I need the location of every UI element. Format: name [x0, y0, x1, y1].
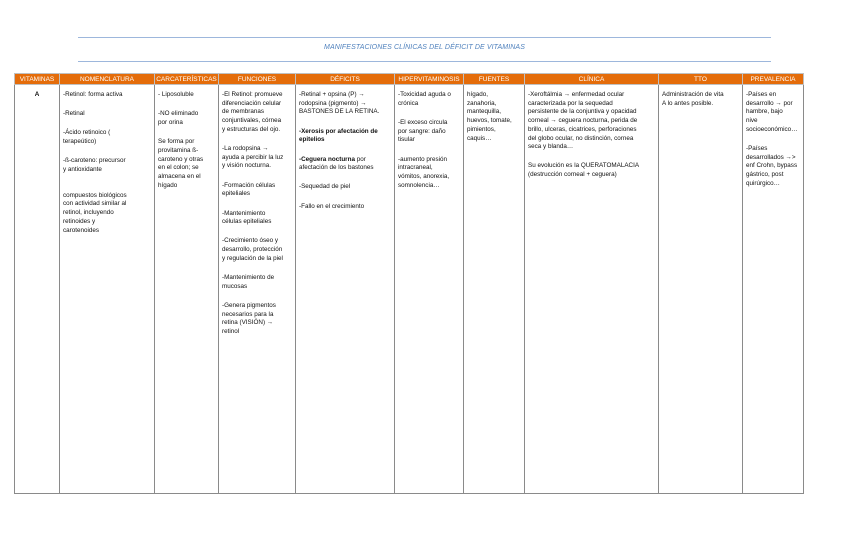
- cell-funciones: [219, 85, 296, 494]
- tto-text: Administración de vita A lo antes posible.: [662, 91, 724, 107]
- table-row: [15, 85, 804, 494]
- deficits-item: [299, 156, 391, 173]
- cell-fuentes: [464, 85, 525, 494]
- funciones-item: -Mantenimiento de mucosas: [222, 274, 275, 290]
- header-nomenclatura: NOMENCLATURA: [60, 74, 155, 85]
- funciones-item: -Mantenimiento células epiteliales: [222, 209, 272, 226]
- header-vitaminas: VITAMINAS: [15, 74, 60, 85]
- deficits-item: -Sequedad de piel: [299, 183, 351, 191]
- hipervitaminosis-item: -El exceso circula por sangre: daño tisular: [398, 118, 448, 144]
- header-clinica: CLÍNICA: [525, 74, 659, 85]
- cell-hipervitaminosis: [395, 85, 464, 494]
- cell-tto: [659, 85, 743, 494]
- funciones-item: -El Retinol: promueve diferenciación celular de membranas conjuntivales, córnea y estructuras del ojo.: [222, 91, 283, 133]
- prevalencia-item: -Países en desarrollo → por hambre, bajo nive socioeconómico…: [746, 91, 798, 133]
- header-caracteristicas: CARCATERÍSTICAS: [156, 75, 217, 83]
- funciones-item: -Genera pigmentos necesarios para la retina (VISIÓN) → retinol: [222, 301, 276, 336]
- deficits-item: -Retinal + opsina (P) → rodopsina (pigmento) → BASTONES DE LA RETINA.: [299, 91, 380, 116]
- header-fuentes: FUENTES: [464, 74, 525, 85]
- header-deficits: DÉFICITS: [296, 74, 395, 85]
- caracteristicas-item: Se forma por provitamina ß- caroteno y otras en el colon; se almacena en el hígado: [158, 138, 204, 189]
- cell-deficits: [296, 85, 395, 494]
- deficits-item: -Fallo en el crecimiento: [299, 202, 365, 210]
- title-rule-top: [78, 37, 771, 38]
- cell-clinica: [525, 85, 659, 494]
- funciones-item: -Crecimiento óseo y desarrollo, protección y regulación de la piel: [222, 237, 283, 262]
- nomenclatura-item: compuestos biológicos con actividad similar al retinol, incluyendo retinoides y carotenoides: [63, 191, 127, 234]
- fuentes-text: hígado, zanahoria, mantequilla, huevos, tomate, pimientos, caquis…: [467, 91, 512, 142]
- hipervitaminosis-item: -aumento presión intracraneal, vómitos, anorexia, somnolencia…: [398, 155, 450, 189]
- deficits-bold-term: -Ceguera nocturna: [299, 155, 355, 163]
- cell-prevalencia: [743, 85, 804, 494]
- deficits-item-bold: -Xerosis por afectación de epitelios: [299, 127, 378, 144]
- funciones-item: -La rodopsina → ayuda a percibir la luz y visión nocturna.: [222, 145, 284, 170]
- funciones-item: -Formación células epiteliales: [222, 181, 276, 198]
- header-funciones: FUNCIONES: [219, 74, 296, 85]
- deficits-rest: por afectación de los bastones: [299, 155, 374, 172]
- vitamin-table: [14, 73, 804, 494]
- clinica-item: -Xeroftálmia → enfermedad ocular caracterizada por la sequedad persistente de la conjuntiva y opacidad corneal → ceguera nocturna, perida de brillo, ulceras, cicatrices, perforaciones del globo ocular, no distinción, cornea seca y blanda…: [528, 91, 638, 151]
- cell-caracteristicas: [155, 85, 219, 494]
- title-rule-bottom: [78, 61, 771, 62]
- header-tto: TTO: [659, 74, 743, 85]
- nomenclatura-item: -ß-caroteno: precursor y antioxidante: [63, 157, 126, 174]
- table-header-row: [15, 74, 804, 85]
- cell-nomenclatura: [60, 85, 155, 494]
- clinica-item: Su evolución es la QUERATOMALACIA (destrucción corneal + ceguera): [528, 162, 640, 179]
- page-title: MANIFESTACIONES CLÍNICAS DEL DÉFICIT DE VITAMINAS: [324, 44, 525, 51]
- prevalencia-item: -Países desarrollados →> enf Crohn, bypass gástrico, post quirúrgico…: [746, 145, 798, 187]
- hipervitaminosis-item: -Toxicidad aguda o crónica: [398, 91, 451, 107]
- caracteristicas-item: - Liposoluble: [158, 91, 194, 98]
- nomenclatura-item: -Ácido retinoico ( terapeútico): [63, 129, 111, 146]
- caracteristicas-item: -NO eliminado por orina: [158, 110, 199, 126]
- cell-vitamina: A: [15, 85, 60, 494]
- nomenclatura-item: -Retinol: forma activa: [63, 91, 123, 98]
- nomenclatura-item: -Retinal: [63, 110, 85, 118]
- header-prevalencia: PREVALENCIA: [743, 74, 804, 85]
- header-hipervitaminosis: HIPERVITAMINOSIS: [395, 74, 464, 85]
